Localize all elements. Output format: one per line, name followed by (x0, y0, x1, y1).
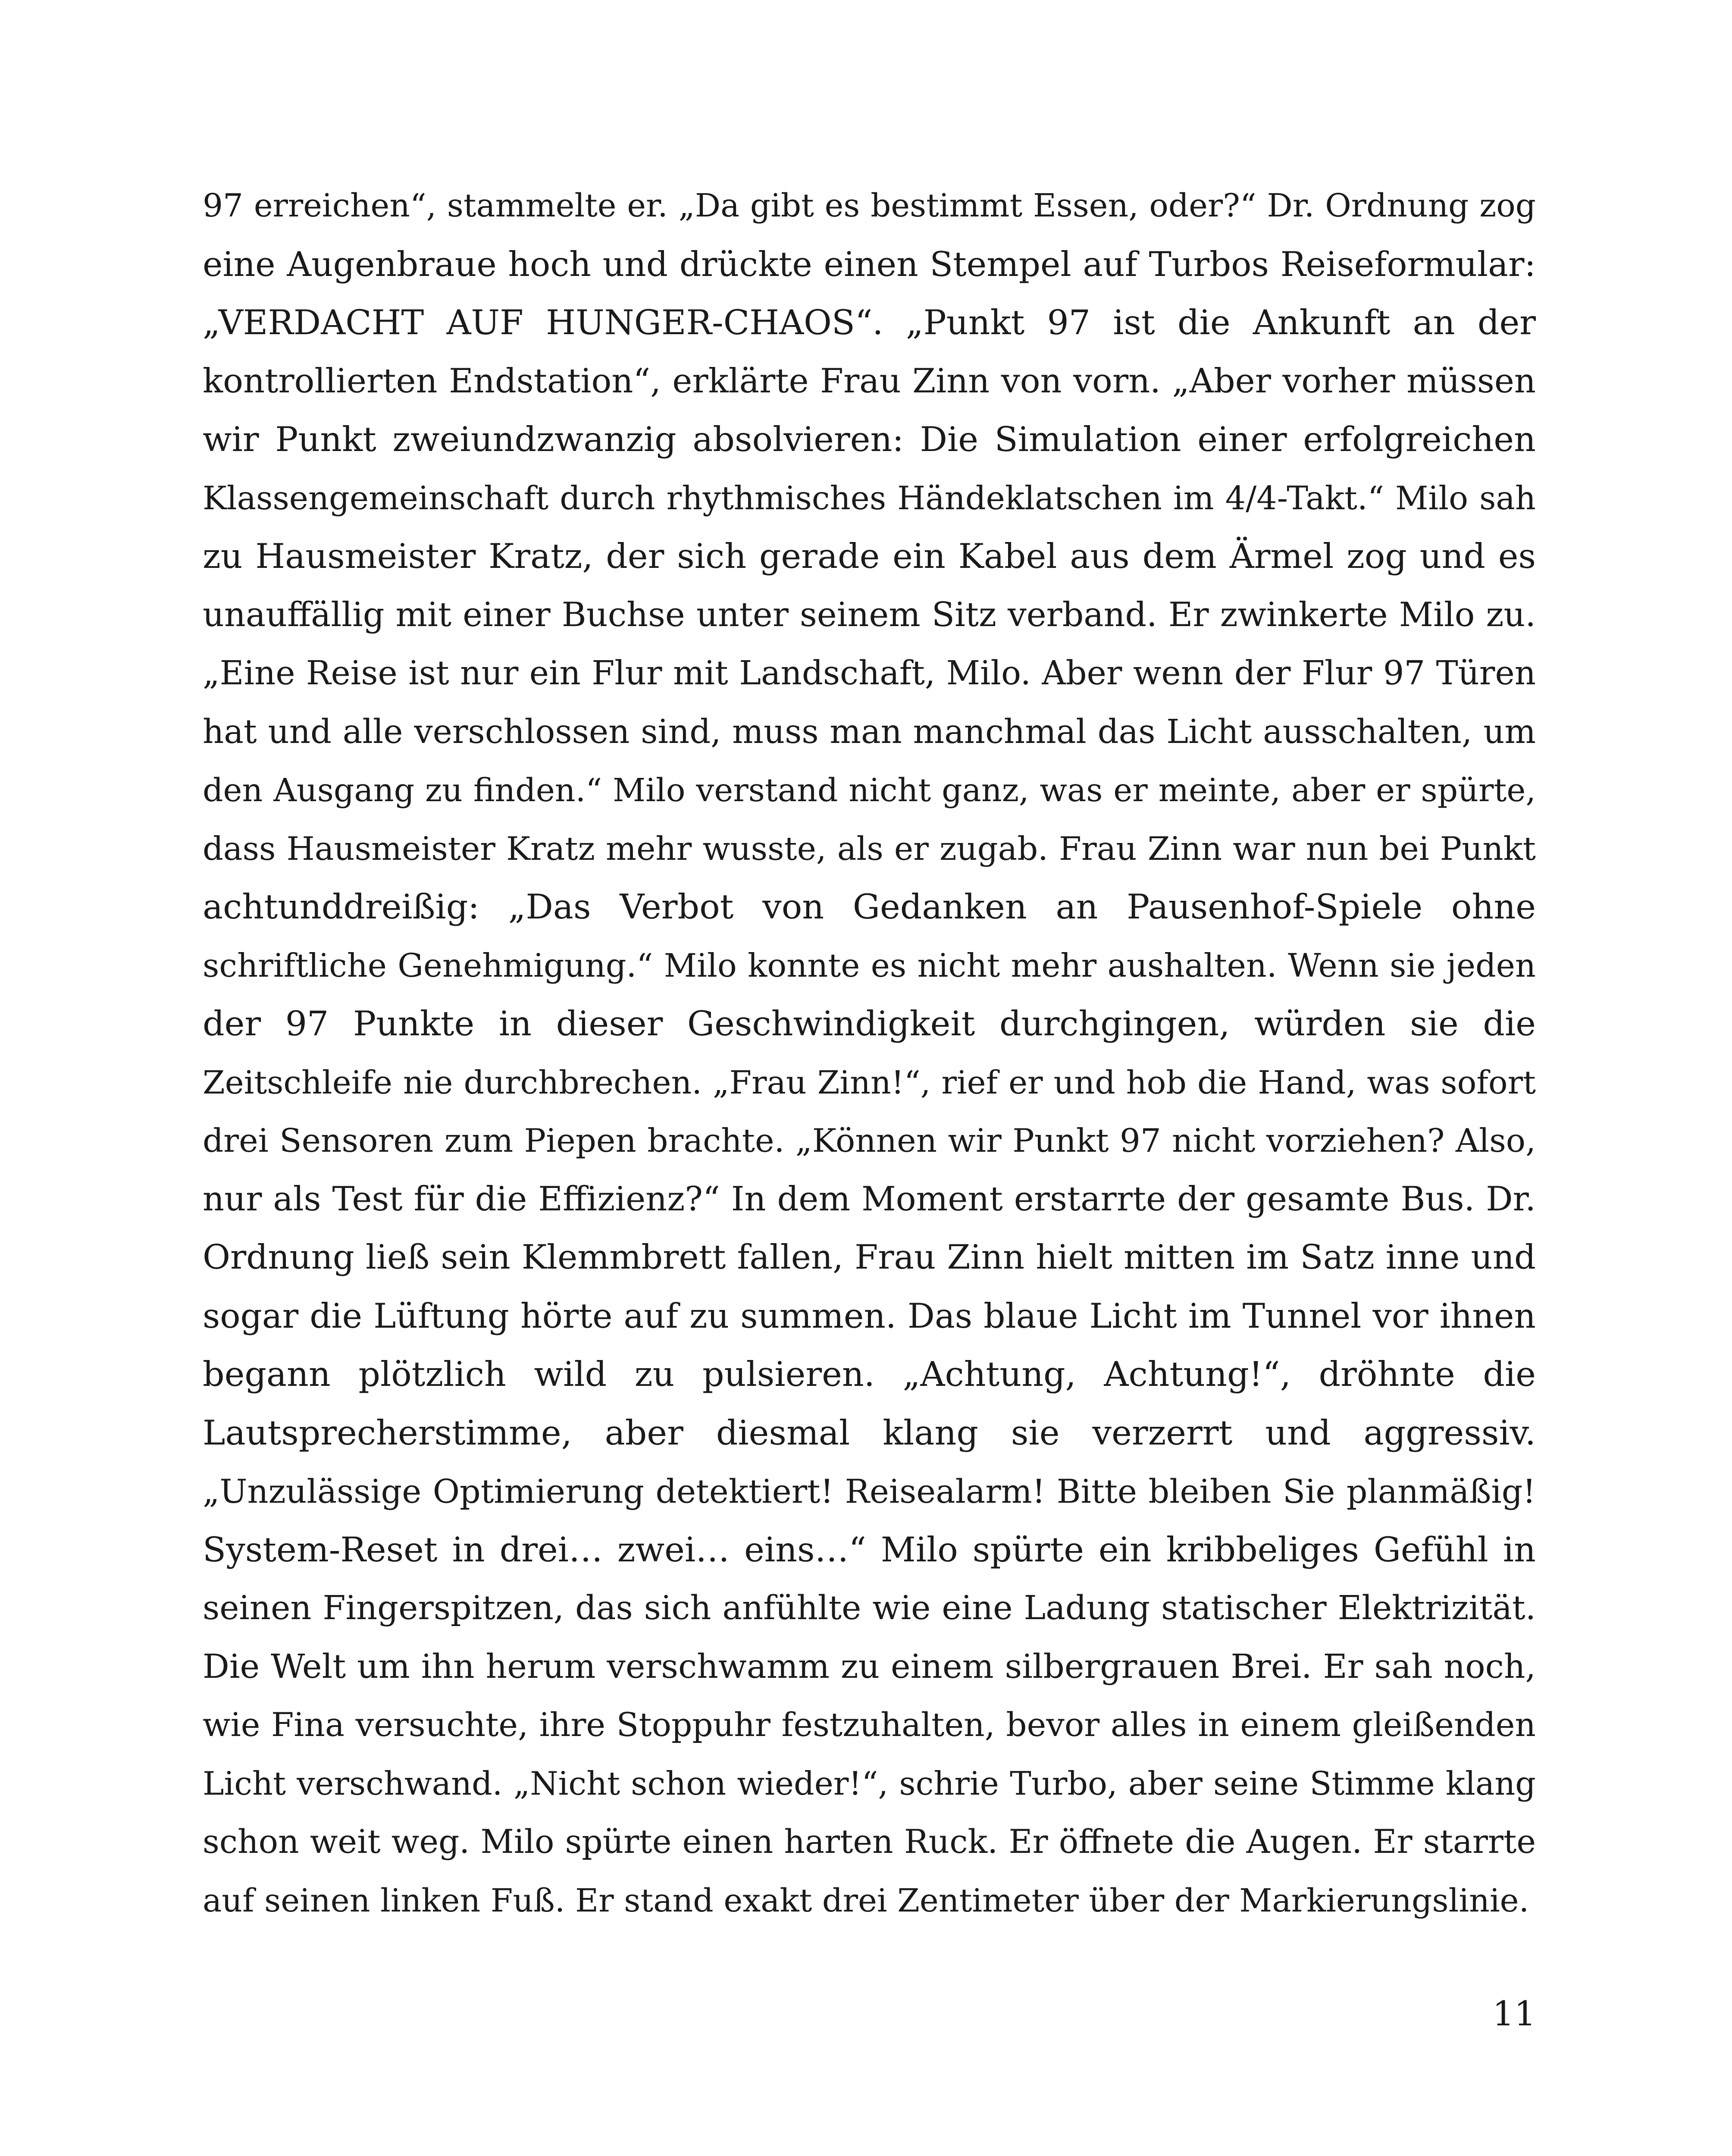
text-line-14: schriftliche Genehmigung.“ Milo konnte es nicht mehr aushalten. Wenn sie jeden (203, 946, 1536, 984)
body-text (203, 177, 1536, 1930)
text-line-8: unauffällig mit einer Buchse unter seinem Sitz verband. Er zwinkerte Milo zu. (203, 595, 1536, 634)
page-number: 11 (1492, 1994, 1536, 2034)
text-line-2: eine Augenbraue hoch und drückte einen Stempel auf Turbos Reiseformular: (203, 244, 1536, 284)
text-line-7: zu Hausmeister Kratz, der sich gerade ein Kabel aus dem Ärmel zog und es (203, 536, 1536, 576)
text-line-15: der 97 Punkte in dieser Geschwindigkeit durchgingen, würden sie die (203, 1004, 1536, 1044)
text-line-30: auf seinen linken Fuß. Er stand exakt drei Zentimeter über der Markierungslinie. (203, 1881, 1529, 1919)
text-line-5: wir Punkt zweiundzwanzig absolvieren: Die Simulation einer erfolgreichen (203, 420, 1536, 459)
text-line-16: Zeitschleife nie durchbrechen. „Frau Zinn!“, rief er und hob die Hand, was sofort (203, 1063, 1536, 1101)
text-line-23: „Unzulässige Optimierung detektiert! Reisealarm! Bitte bleiben Sie planmäßig! (203, 1472, 1536, 1510)
text-line-4: kontrollierten Endstation“, erklärte Frau Zinn von vorn. „Aber vorher müssen (203, 361, 1536, 401)
text-line-21: begann plötzlich wild zu pulsieren. „Achtung, Achtung!“, dröhnte die (203, 1354, 1536, 1394)
text-line-25: seinen Fingerspitzen, das sich anfühlte wie eine Ladung statischer Elektrizität. (203, 1589, 1536, 1627)
text-line-12: dass Hausmeister Kratz mehr wusste, als er zugab. Frau Zinn war nun bei Punkt (203, 829, 1536, 868)
text-line-20: sogar die Lüftung hörte auf zu summen. Das blaue Licht im Tunnel vor ihnen (203, 1296, 1536, 1336)
text-line-19: Ordnung ließ sein Klemmbrett fallen, Frau Zinn hielt mitten im Satz inne und (203, 1238, 1536, 1277)
text-line-28: Licht verschwand. „Nicht schon wieder!“, schrie Turbo, aber seine Stimme klang (203, 1764, 1536, 1802)
text-line-24: System-Reset in drei… zwei… eins…“ Milo spürte ein kribbeliges Gefühl in (203, 1529, 1536, 1570)
text-line-1: 97 erreichen“, stammelte er. „Da gibt es bestimmt Essen, oder?“ Dr. Ordnung zog (203, 187, 1536, 224)
text-line-11: den Ausgang zu finden.“ Milo verstand nicht ganz, was er meinte, aber er spürte, (203, 771, 1536, 809)
text-line-29: schon weit weg. Milo spürte einen harten Ruck. Er öffnete die Augen. Er starrte (203, 1823, 1536, 1861)
text-line-9: „Eine Reise ist nur ein Flur mit Landschaft, Milo. Aber wenn der Flur 97 Türen (203, 654, 1536, 693)
text-line-26: Die Welt um ihn herum verschwamm zu einem silbergrauen Brei. Er sah noch, (203, 1647, 1536, 1686)
text-line-10: hat und alle verschlossen sind, muss man manchmal das Licht ausschalten, um (203, 712, 1536, 751)
text-line-27: wie Fina versuchte, ihre Stoppuhr festzuhalten, bevor alles in einem gleißenden (203, 1706, 1536, 1744)
text-line-17: drei Sensoren zum Piepen brachte. „Können wir Punkt 97 nicht vorziehen? Also, (203, 1122, 1536, 1159)
text-line-6: Klassengemeinschaft durch rhythmisches Händeklatschen im 4/4-Takt.“ Milo sah (203, 479, 1536, 517)
text-line-3: „VERDACHT AUF HUNGER-CHAOS“. „Punkt 97 ist die Ankunft an der (203, 303, 1536, 342)
text-line-22: Lautsprecherstimme, aber diesmal klang sie verzerrt und aggressiv. (203, 1413, 1536, 1453)
text-line-18: nur als Test für die Effizienz?“ In dem Moment erstarrte der gesamte Bus. Dr. (203, 1179, 1536, 1219)
text-line-13: achtunddreißig: „Das Verbot von Gedanken an Pausenhof-Spiele ohne (203, 887, 1536, 927)
